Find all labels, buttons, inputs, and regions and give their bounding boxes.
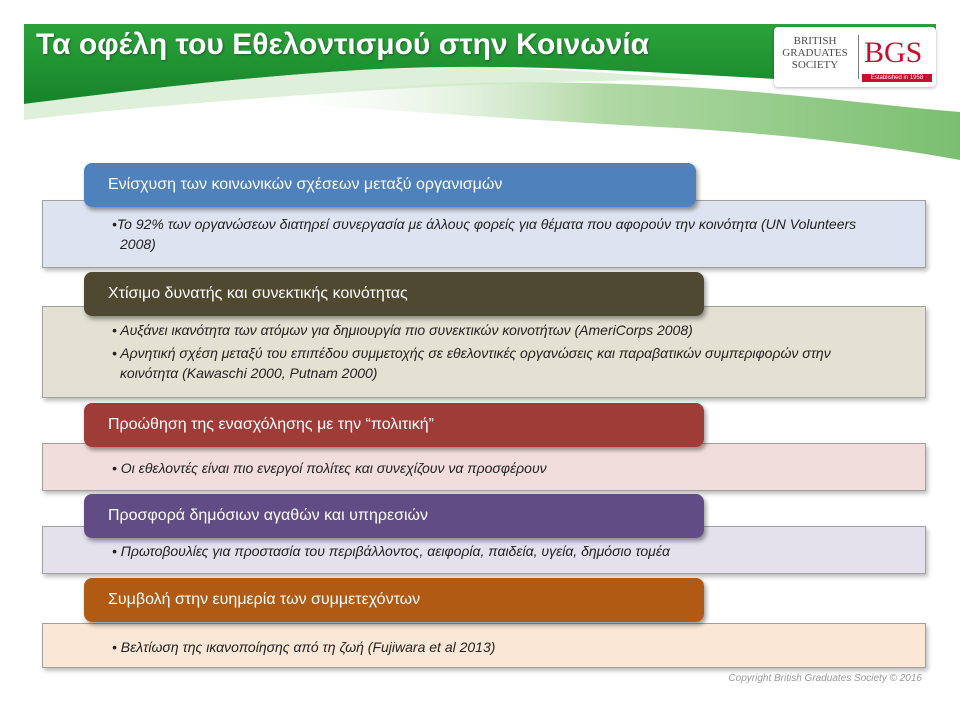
bullet-item: • Οι εθελοντές είναι πιο ενεργοί πολίτες και συνεχίζουν να προσφέρουν: [112, 460, 547, 476]
page-title: Τα οφέλη του Εθελοντισμού στην Κοινωνία: [36, 28, 650, 61]
logo-line-british: BRITISH: [793, 35, 837, 47]
logo-line-society: SOCIETY: [791, 59, 839, 71]
logo-divider: [858, 35, 859, 79]
section-heading-1: Ενίσχυση των κοινωνικών σχέσεων μεταξύ οργανισμών: [84, 163, 696, 207]
bullet-item: • Πρωτοβουλίες για προστασία του περιβάλλοντος, αειφορία, παιδεία, υγεία, δημόσιο τομέα: [112, 543, 670, 559]
section-bullets-5: [112, 637, 892, 657]
bullet-item: • Αρνητική σχέση μεταξύ του επιπέδου συμμετοχής σε εθελοντικές οργανώσεις και παραβατικών συμπεριφορών στην κοινότητα (Kawaschi 2000, Putnam 2000): [112, 345, 831, 381]
bullet-item: •Το 92% των οργανώσεων διατηρεί συνεργασία με άλλους φορείς για θέματα που αφορούν την κοινότητα (UN Volunteers 2008): [112, 216, 857, 252]
section-heading-2: Χτίσιμο δυνατής και συνεκτικής κοινότητας: [84, 272, 704, 316]
logo-established: Established in 1958: [862, 74, 932, 82]
section-heading-3: Προώθηση της ενασχόλησης με την “πολιτική”: [84, 403, 704, 447]
bullet-item: • Αυξάνει ικανότητα των ατόμων για δημιουργία πιο συνεκτικών κοινοτήτων (AmeriCorps 2008): [112, 322, 693, 338]
section-bullets-1: [112, 214, 892, 254]
logo-wordmark: [774, 35, 856, 71]
section-heading-5: Συμβολή στην ευημερία των συμμετεχόντων: [84, 578, 704, 622]
bullet-item: • Βελτίωση της ικανοποίησης από τη ζωή (Fujiwara et al 2013): [112, 639, 496, 655]
section-bullets-2: [112, 320, 892, 383]
bgs-logo: [774, 27, 936, 87]
logo-mark: BGS: [864, 36, 923, 69]
section-bullets-4: [112, 541, 892, 561]
logo-line-graduates: GRADUATES: [782, 47, 848, 59]
section-heading-4: Προσφορά δημόσιων αγαθών και υπηρεσιών: [84, 494, 704, 538]
section-bullets-3: [112, 458, 892, 478]
copyright-notice: Copyright British Graduates Society © 2016: [728, 673, 922, 684]
